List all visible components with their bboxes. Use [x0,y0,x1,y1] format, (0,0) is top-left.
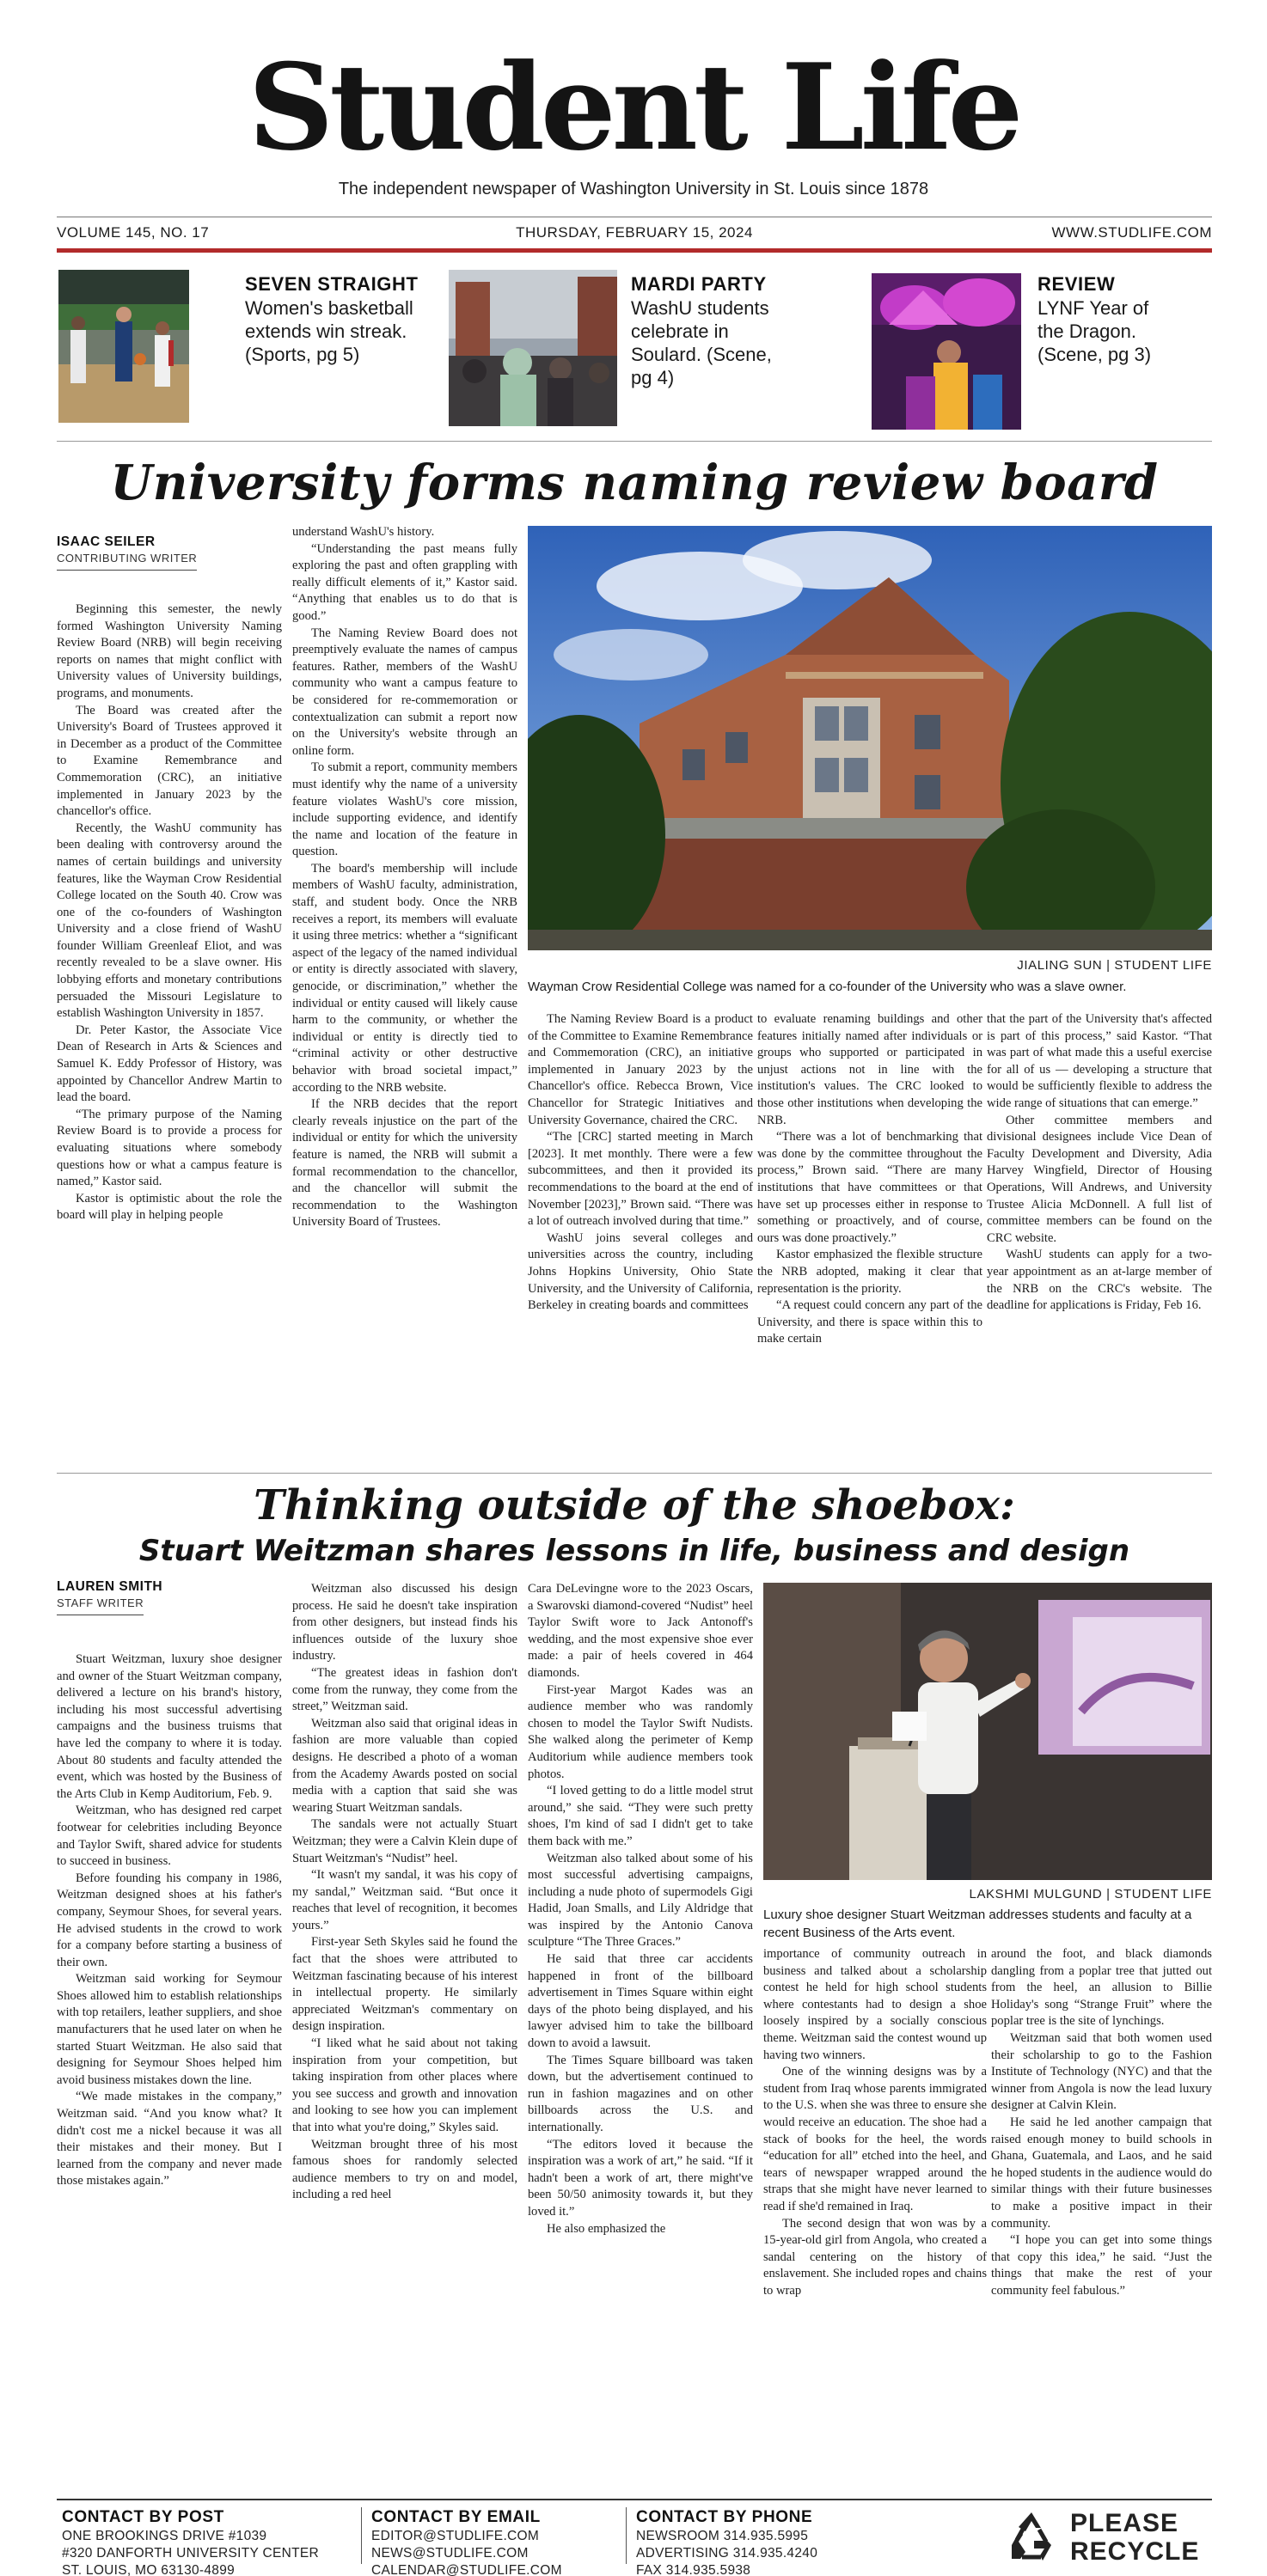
wayman-crow-photo[interactable] [528,526,1212,950]
author-name: LAUREN SMITH [57,1579,163,1594]
story2-byline [57,1579,254,1615]
author-role: STAFF WRITER [57,1596,144,1615]
paragraph: The Times Square billboard was taken down, but the advertisement continued to run in fashion magazines and on other billboards across the U.S. and internationally. [528,2053,753,2134]
phone-line: FAX 314.935.5938 [636,2563,751,2576]
author-name: ISAAC SEILER [57,534,156,549]
paragraph: “The primary purpose of the Naming Review Board is to provide a process for evaluating situations where somebody questions how or what a campus feature is named,” Kastor said. [57,1107,282,1189]
teaser-kicker: SEVEN STRAIGHT [245,273,419,295]
paragraph: “We made mistakes in the company,” Weitzman said. “And you know what? It didn't cost me a nickel because it was all their mistakes and their money. But I learned from the company and never made those mistakes again.” [57,2090,282,2188]
email-link[interactable]: CALENDAR@STUDLIFE.COM [371,2563,562,2576]
paragraph: The Naming Review Board is a product of the Committee to Examine Remembrance and Commemoration (CRC), an initiative implemented in January 2023 by the Chancellor's office. Rebecca Brown, Vice Chancellor for Strategic Initiatives and University Governance, chaired the CRC. [528,1012,753,1127]
paragraph: that the part of the University that's affected is part of this process,” said Kastor. “That was part of what made this a useful exercise for all of us — developing a structure that would be sufficiently flexible to address the wide range of situations that can emerge.” [987,1012,1212,1110]
contact-post-heading: CONTACT BY POST [62,2508,224,2526]
paragraph: “The [CRC] started meeting in March [2023]. It met monthly. There were a few subcommittees, and then it provided its recommendations to the board at the end of November [2023],” Brown said. “There was a lot of outreach involved during that time.” [528,1130,753,1229]
paragraph: First-year Seth Skyles said he found the fact that the shoes were attributed to Weitzman fascinating because of his interest in intellectual property. He similarly appreciated Weitzman's commentary on design inspiration. [292,1935,517,2034]
paragraph: He said he led another campaign that raised enough money to build schools in Ghana, Guatemala, and Laos, and he said he hoped students in the audience would do similar things with their future businesses to make a positive impact in their community. [991,2115,1212,2231]
story1-column-4 [757,1011,982,1469]
paragraph: “A request could concern any part of the University, and there is space within this to make certain [757,1298,982,1346]
paragraph: Weitzman said working for Seymour Shoes allowed him to establish relationships with top retailers, leather suppliers, and shoe manufacturers that he used later on when he started Stuart Weitzman. He also said that designing for Seymour Shoes helped him avoid business mistakes down the line. [57,1972,282,2087]
paragraph: “The editors loved it because the inspiration was a work of art,” he said. “If it hadn't been a work of art, there might've been 50/50 animosity towards it, but they loved it.” [528,2137,753,2219]
story2-subhead: Stuart Weitzman shares lessons in life, business and design [138,1534,1130,1568]
recycle-notice [1001,2507,1212,2569]
paragraph: understand WashU's history. [292,525,435,539]
story1-column-1 [57,601,282,1469]
paragraph: WashU students can apply for a two-year appointment as an at-large member of the NRB on the CRC's website. The deadline for applications is Friday, Feb 16. [987,1248,1212,1313]
recycle-icon [1001,2507,1062,2567]
paragraph: One of the winning designs was by a student from Iraq whose parents immigrated to the U.S. when she was three to ensure she would receive an education. The shoe had a stack of books for the heel, the words “education for all” etched into the heel, and tears of newspaper wrapped around the straps that she might have never learned to read if she'd remained in Iraq. [763,2065,987,2213]
email-link[interactable]: NEWS@STUDLIFE.COM [371,2546,529,2561]
paragraph: If the NRB decides that the report clearly reveals injustice on the part of the individual or entity for which the university feature is named, the NRB will submit a formal recommendation to the chancellor, and the chancellor will submit the recommendation to the Washington University Board of Trustees. [292,1097,517,1230]
story2-headline: Thinking outside of the shoebox: [254,1481,1015,1529]
mardi-gras-photo[interactable] [449,270,617,426]
story1-byline [57,534,254,571]
email-link[interactable]: EDITOR@STUDLIFE.COM [371,2529,540,2543]
paragraph: Beginning this semester, the newly formed Washington University Naming Review Board (NRB) will begin receiving reports on names that might conflict with University values of University buildings, programs, and monuments. [57,602,282,700]
story1-column-5 [987,1011,1212,1469]
paragraph: Recently, the WashU community has been dealing with controversy around the names of certain buildings and university features, like the Wayman Crow Residential College located on the South 40. Crow was one of the co-founders of Washington University and a close friend of WashU founder William Greenleaf Eliot, and was recently revealed to be a slave owner. His lobbying efforts and monetary contributions persuaded the Missouri Legislature to establish Washington University in 1857. [57,821,282,1021]
contact-phone [636,2507,817,2576]
photo-credit: LAKSHMI MULGUND | STUDENT LIFE [969,1887,1212,1901]
paragraph: “I hope you can get into some things that copy this idea,” he said. “Just the things that make the rest of your community feel fabulous.” [991,2233,1212,2298]
photo-caption: Wayman Crow Residential College was named for a co-founder of the University who was a slave owner. [528,980,1127,994]
paragraph: To submit a report, community members must identify why the name of a university feature violates WashU's core mission, include supporting evidence, and identify the name and location of the feature in question. [292,760,517,859]
story2-column-5 [991,1946,1212,2490]
tagline: The independent newspaper of Washington University in St. Louis since 1878 [338,180,929,198]
story2-column-1 [57,1651,282,2490]
story1-headline: University forms naming review board [110,455,1159,511]
issue-date: THURSDAY, FEBRUARY 15, 2024 [516,224,753,241]
paragraph: Kastor emphasized the flexible structure the NRB adopted, making it clear that representation is the priority. [757,1248,982,1296]
paragraph: The second design that won was by a 15-year-old girl from Angola, who created a sandal centering on the history of enslavement. She included ropes and chains to wrap [763,2216,987,2298]
paragraph: “There was a lot of benchmarking that was done by the committee throughout the process,” Brown said. “There are many institutions that have committees or that have set up processes either in response to something or proactively, and of course, ours was done proactively.” [757,1130,982,1245]
teaser-kicker: MARDI PARTY [631,273,767,295]
paragraph: around the foot, and black diamonds dangling from a poplar tree that jutted out from the heel, an allusion to Billie Holiday's song “Strange Fruit” where the poplar tree is the site of lynchings. [991,1947,1212,2029]
footer-separator [626,2507,627,2564]
phone-line: ADVERTISING 314.935.4240 [636,2546,818,2561]
address-line: ONE BROOKINGS DRIVE #1039 [62,2529,267,2543]
author-role: CONTRIBUTING WRITER [57,552,197,571]
story2-column-4 [763,1946,987,2490]
paragraph: “Understanding the past means fully exploring the past and often grappling with really difficult elements of it,” Kastor said. “Anything that enables us to do that is good.” [292,541,517,623]
masthead [0,37,1267,177]
footer [57,2499,1212,2576]
teaser-review[interactable] [1037,272,1175,366]
contact-email-heading: CONTACT BY EMAIL [371,2508,541,2526]
paragraph: First-year Margot Kades was an audience member who was randomly chosen to model the Taylor Swift Nudists. She walked along the perimeter of Kemp Auditorium while audience members took photos. [528,1682,753,1781]
paragraph: The board's membership will include members of WashU faculty, administration, staff, and student body. Once the NRB receives a report, its members will evaluate it using three metrics: whether a “significant aspect of the legacy of the named individual or entity is directly associated with slavery, genocide, or discrimination,” whether the individual or entity caused will likely cause harm to the community, or whether the individual or entity is directly tied to “criminal activity or other destructive behavior with broad societal impact,” according to the NRB website. [292,861,517,1095]
volume-number: VOLUME 145, NO. 17 [57,224,210,241]
phone-line: NEWSROOM 314.935.5995 [636,2529,809,2543]
paragraph: Dr. Peter Kastor, the Associate Vice Dean of Research in Arts & Sciences and Samuel K. Eddy Professor of History, was appointed by Chancellor Andrew Martin to lead the board. [57,1022,282,1105]
paragraph: “The greatest ideas in fashion don't come from the runway, they come from the street,” Weitzman said. [292,1665,517,1714]
story2-column-3 [528,1581,753,2490]
paragraph: Weitzman also said that original ideas in fashion are more valuable than copied designs. He described a photo of a woman from the Academy Awards posted on social media with a caption that said she was wearing Stuart Weitzman sandals. [292,1716,517,1815]
teaser-blurb: WashU students celebrate in Soulard. (Scene, pg 4) [631,297,772,388]
divider [57,441,1212,442]
photo-credit: JIALING SUN | STUDENT LIFE [1017,958,1212,973]
paragraph: The sandals were not actually Stuart Weitzman; they were a Calvin Klein dupe of Stuart Weitzman's “Nudist” heel. [292,1817,517,1865]
basketball-photo[interactable] [58,270,189,423]
recycle-label [1070,2509,1199,2566]
paragraph: Weitzman brought three of his most famous shoes for randomly selected audience members to try on and model, including a red heel [292,2137,517,2202]
paragraph: Other committee members and divisional designees include Vice Dean of Faculty Development and Diversity, Adia Harvey Wingfield, Director of Housing Operations, Will Andrews, and University Trustee Alicia McDonnell. A full list of committee members can be found on the CRC website. [987,1113,1212,1245]
paragraph: He said that three car accidents happened in front of the billboard advertisement in Times Square within eight days of the photo being displayed, and his lawyer advised him to take the billboard down to avoid a lawsuit. [528,1952,753,2051]
photo-caption: Luxury shoe designer Stuart Weitzman addresses students and faculty at a recent Business of the Arts event. [763,1908,1192,1940]
paragraph: Weitzman also talked about some of his most successful advertising campaigns, including a nude photo of supermodels Gigi Hadid, Joan Smalls, and Lily Aldridge that was inspired by the Antonio Canova sculpture “The Three Graces.” [528,1851,753,1950]
contact-post [62,2507,319,2576]
paragraph: Before founding his company in 1986, Weitzman designed shoes at his father's company, Seymour Shoes, for several years. He advised students in the crowd to work for a company before starting a business of their own. [57,1871,282,1969]
paragraph: Weitzman also discussed his design process. He said he doesn't take inspiration from other designers, but instead finds his influences outside of the luxury shoe industry. [292,1582,517,1663]
dragon-dance-photo[interactable] [872,273,1021,430]
contact-email [371,2507,562,2576]
paragraph: “It wasn't my sandal, it was his copy of my sandal,” Weitzman said. “But once it reaches that level of recognition, it becomes yours.” [292,1868,517,1932]
paragraph: Weitzman, who has designed red carpet footwear for celebrities including Beyonce and Taylor Swift, shared advice for students to succeed in business. [57,1804,282,1869]
weitzman-photo[interactable] [763,1583,1212,1880]
teaser-blurb: Women's basketball extends win streak. (Sports, pg 5) [245,297,413,365]
paragraph: Stuart Weitzman, luxury shoe designer and owner of the Stuart Weitzman company, delivered a lecture on his brand's history, including his most successful advertising campaigns and the business truisms that have led the company to where it is today. About 80 students and faculty attended the event, which was hosted by the Business of the Arts Club in Kemp Auditorium, Feb. 9. [57,1652,282,1801]
paragraph: Kastor is optimistic about the role the board will play in helping people [57,1191,282,1223]
recycle-line: PLEASE [1070,2509,1179,2537]
teaser-scene[interactable] [631,272,794,389]
paragraph: He also emphasized the [547,2221,666,2236]
address-line: ST. LOUIS, MO 63130-4899 [62,2563,236,2576]
story1-column-3 [528,1011,753,1469]
newspaper-title: Student Life [248,37,1019,177]
dateline-bar [57,217,1212,253]
paragraph: “I liked what he said about not taking inspiration from your competition, but taking inspiration from other places where you see success and growth and innovation and looking to see how you can implement that into what you're doing,” Skyles said. [292,2036,517,2134]
contact-phone-heading: CONTACT BY PHONE [636,2508,813,2526]
paragraph: to evaluate renaming buildings and other features initially named after individuals or groups who supported or participated in unjust actions not in line with the institution's values. The CRC looked to those other institutions when developing the NRB. [757,1012,982,1127]
paragraph: “I loved getting to do a little model strut around,” she said. “They were such pretty shoes, I'm kind of sad I didn't get to take them back with me.” [528,1784,753,1848]
teaser-blurb: LYNF Year of the Dragon. (Scene, pg 3) [1037,297,1152,365]
paragraph: Weitzman said that both women used their scholarship to go to the Fashion Institute of Technology (NYC) and that the winner from Angola is now the lead luxury designer at Calvin Klein. [991,2030,1212,2113]
recycle-line: RECYCLE [1070,2537,1200,2566]
teaser-sports[interactable] [245,272,451,366]
story1-column-2 [292,524,517,1469]
divider [57,1473,1212,1474]
website-link[interactable]: WWW.STUDLIFE.COM [1051,224,1212,241]
teaser-kicker: REVIEW [1037,273,1116,295]
footer-separator [361,2507,362,2564]
paragraph: Cara DeLevingne wore to the 2023 Oscars, a Swarovski diamond-covered “Nudist” heel Taylor Swift wore to Jack Antonoff's wedding, and the most expensive shoe ever made: a pair of heels covered in 464 diamonds. [528,1582,753,1680]
address-line: #320 DANFORTH UNIVERSITY CENTER [62,2546,319,2561]
story2-column-2 [292,1581,517,2490]
paragraph: The Board was created after the University's Board of Trustees approved it in December as a product of the Committee to Examine Remembrance and Commemoration (CRC), an initiative implemented in January 2023 by the chancellor's office. [57,703,282,819]
paragraph: The Naming Review Board does not preemptively evaluate the names of campus features. Rather, members of the WashU community who want a campus feature to be considered for re-commemoration or contextualization can submit a report now on the University's website through an online form. [292,626,517,758]
paragraph: importance of community outreach in business and talked about a scholarship contest he held for high school students where contestants had to design a shoe loosely inspired by a socially conscious theme. Weitzman said the contest wound up having two winners. [763,1947,987,2062]
paragraph: WashU joins several colleges and universities across the country, including Johns Hopkins University, Ohio State University, and the University of California, Berkeley in creating boards and committees [528,1230,753,1313]
